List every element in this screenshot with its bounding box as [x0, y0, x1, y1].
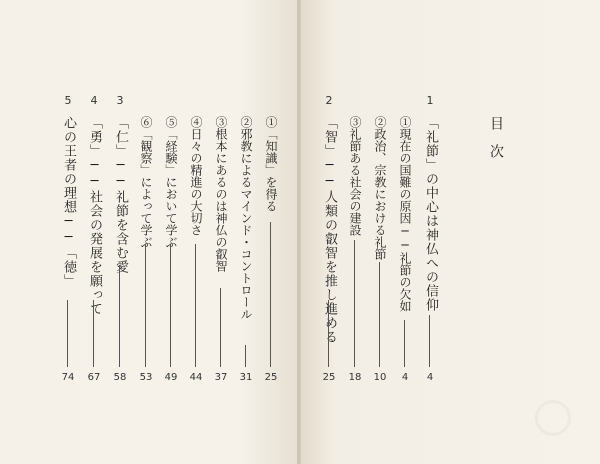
- dotted-leader: [245, 345, 246, 367]
- page-number: 4: [426, 372, 434, 383]
- entry-title: ③根本にあるのは神仏の叡智: [214, 116, 228, 272]
- dotted-leader: [379, 262, 380, 367]
- page-number: 58: [113, 372, 127, 383]
- toc-entry-chapter-2[interactable]: [319, 0, 339, 464]
- page-number: 10: [373, 372, 387, 383]
- entry-title: ①現在の国難の原因──礼節の欠如: [398, 116, 412, 312]
- dotted-leader: [404, 320, 405, 367]
- page-number: 31: [239, 372, 253, 383]
- page-number: 37: [214, 372, 228, 383]
- chapter-number: 1: [426, 94, 434, 107]
- entry-title: 「礼節」の中心は神仏への信仰: [423, 116, 438, 312]
- toc-entry-chapter-5[interactable]: [58, 0, 78, 464]
- entry-title: ②政治、宗教における礼節: [373, 116, 387, 260]
- page-number: 4: [401, 372, 409, 383]
- entry-title: ④日々の精進の大切さ: [189, 116, 203, 236]
- dotted-leader: [67, 300, 68, 367]
- entry-title: ⑤「経験」において学ぶ: [164, 116, 178, 248]
- entry-title: 心の王者の理想──「徳」: [61, 116, 76, 288]
- toc-entry-section-2-3[interactable]: [211, 0, 231, 464]
- page-number: 25: [322, 372, 336, 383]
- toc-entry-chapter-4[interactable]: [84, 0, 104, 464]
- entry-title: ⑥「観察」によって学ぶ: [139, 116, 153, 248]
- page-number: 25: [264, 372, 278, 383]
- chapter-number: 4: [90, 94, 98, 107]
- dotted-leader: [270, 222, 271, 367]
- page-number: 67: [87, 372, 101, 383]
- page-number: 53: [139, 372, 153, 383]
- dotted-leader: [119, 265, 120, 367]
- bleed-through-text: [452, 24, 482, 94]
- toc-entry-section-2-2[interactable]: [236, 0, 256, 464]
- chapter-number: 5: [64, 94, 72, 107]
- toc-entry-chapter-3[interactable]: [110, 0, 130, 464]
- dotted-leader: [328, 300, 329, 367]
- toc-title: 目次: [488, 116, 504, 172]
- dotted-leader: [429, 315, 430, 367]
- dotted-leader: [354, 240, 355, 367]
- toc-entry-section-2-1[interactable]: [261, 0, 281, 464]
- dotted-leader: [195, 244, 196, 367]
- entry-title: ①「知識」を得る: [264, 116, 278, 212]
- bleed-through-mark: [535, 400, 571, 436]
- chapter-number: 2: [325, 94, 333, 107]
- toc-entry-section-2-4[interactable]: [186, 0, 206, 464]
- page-number: 74: [61, 372, 75, 383]
- entry-title: ②邪教によるマインド・コントロール: [239, 116, 253, 320]
- toc-entry-section-2-6[interactable]: [136, 0, 156, 464]
- chapter-number: 3: [116, 94, 124, 107]
- toc-entry-section-2-5[interactable]: [161, 0, 181, 464]
- book-gutter: [297, 0, 301, 464]
- page-number: 44: [189, 372, 203, 383]
- dotted-leader: [93, 300, 94, 367]
- toc-entry-section-1-3[interactable]: [345, 0, 365, 464]
- toc-entry-section-1-1[interactable]: [395, 0, 415, 464]
- toc-entry-section-1-2[interactable]: [370, 0, 390, 464]
- page-number: 18: [348, 372, 362, 383]
- entry-title: 「仁」──礼節を含む愛: [113, 116, 128, 274]
- toc-entry-chapter-1[interactable]: [420, 0, 440, 464]
- dotted-leader: [220, 288, 221, 367]
- dotted-leader: [170, 244, 171, 367]
- dotted-leader: [145, 244, 146, 367]
- entry-title: 「智」──人類の叡智を推し進める: [322, 116, 337, 344]
- page-number: 49: [164, 372, 178, 383]
- entry-title: ③礼節ある社会の建設: [348, 116, 362, 236]
- entry-title: 「勇」──社会の発展を願って: [87, 116, 102, 316]
